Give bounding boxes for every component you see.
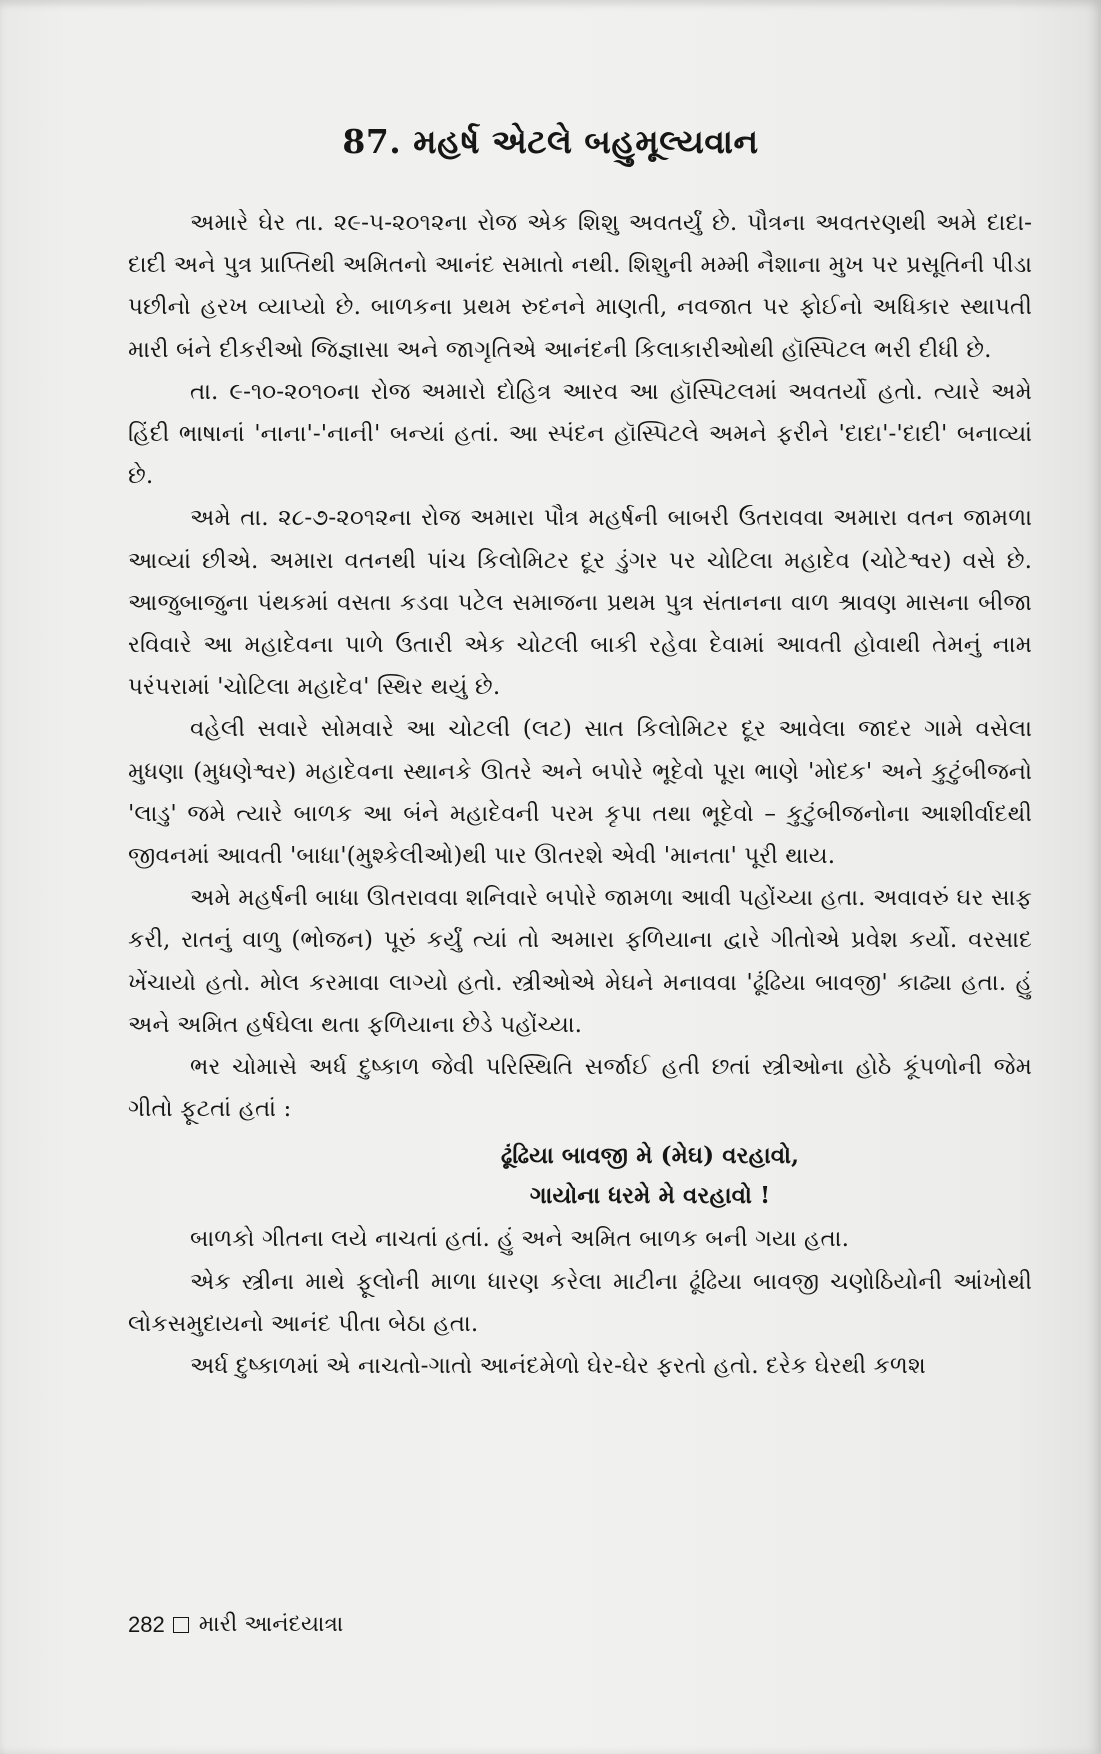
paragraph: બાળકો ગીતના લયે નાચતાં હતાં. હું અને અમિત બાળક બની ગયા હતા. [190, 1225, 849, 1253]
page-number: 282 [128, 1612, 165, 1637]
paragraph: એક સ્ત્રીના માથે ફૂલોની માળા ધારણ કરેલા માટીના ઢૂંઢિયા બાવજી ચણોઠિયોની આંખોથી લોકસમુદાયનો આનંદ પીતા બેઠા હતા. [128, 1267, 1032, 1337]
paragraph: ભર ચોમાસે અર્ધ દુષ્કાળ જેવી પરિસ્થિતિ સર્જાઈ હતી છતાં સ્ત્રીઓના હોઠે કૂંપળોની જેમ ગીતો ફૂટતાં હતાં : [128, 1053, 1032, 1123]
hollow-square-icon [173, 1617, 189, 1633]
book-title: મારી આનંદયાત્રા [198, 1612, 344, 1637]
verse-line: ગાયોના ધરમે મે વરહાવો ! [529, 1182, 771, 1210]
folk-song-verse [268, 1136, 1032, 1216]
chapter-body [128, 202, 1032, 1387]
verse-line: ઢૂંઢિયા બાવજી મે (મેઘ) વરહાવો, [500, 1142, 800, 1170]
paragraph: વહેલી સવારે સોમવારે આ ચોટલી (લટ) સાત કિલોમિટર દૂર આવેલા જાદર ગામે વસેલા મુધણા (મુધણેશ્વર) મહાદેવના સ્થાનકે ઊતરે અને બપોરે ભૂદેવો પૂરા ભાણે 'મોદક' અને કુટુંબીજનો 'લાડુ' જમે ત્યારે બાળક આ બંને મહાદેવની પરમ કૃપા તથા ભૂદેવો – કુટુંબીજનોના આશીર્વાદથી જીવનમાં આવતી 'બાધા'(મુશ્કેલીઓ)થી પાર ઊતરશે એવી 'માનતા' પૂરી થાય. [128, 715, 1032, 870]
chapter-title: 87. મહર્ષ એટલે બહુમૂલ્યવાન [342, 122, 759, 161]
paragraph: તા. ૯-૧૦-૨૦૧૦ના રોજ અમારો દોહિત્ર આરવ આ હૉસ્પિટલમાં અવતર્યો હતો. ત્યારે અમે હિંદી ભાષાનાં 'નાના'-'નાની' બન્યાં હતાં. આ સ્પંદન હૉસ્પિટલે અમને ફરીને 'દાદા'-'દાદી' બનાવ્યાં છે. [128, 377, 1032, 490]
page-footer [128, 1610, 343, 1640]
paragraph: અમારે ઘેર તા. ૨૯-૫-૨૦૧૨ના રોજ એક શિશુ અવતર્યું છે. પૌત્રના અવતરણથી અમે દાદા-દાદી અને પુત્ર પ્રાપ્તિથી અમિતનો આનંદ સમાતો નથી. શિશુની મમ્મી નૈશાના મુખ પર પ્રસૂતિની પીડા પછીનો હરખ વ્યાપ્યો છે. બાળકના પ્રથમ રુદનને માણતી, નવજાત પર ફોઈનો અધિકાર સ્થાપતી મારી બંને દીકરીઓ જિજ્ઞાસા અને જાગૃતિએ આનંદની કિલાકારીઓથી હૉસ્પિટલ ભરી દીધી છે. [128, 209, 1032, 363]
paragraph: અમે મહર્ષની બાધા ઊતરાવવા શનિવારે બપોરે જામળા આવી પહોંચ્યા હતા. અવાવરું ઘર સાફ કરી, રાતનું વાળુ (ભોજન) પૂરું કર્યું ત્યાં તો અમારા ફળિયાના દ્વારે ગીતોએ પ્રવેશ કર્યો. વરસાદ ખેંચાયો હતો. મોલ કરમાવા લાગ્યો હતો. સ્ત્રીઓએ મેઘને મનાવવા 'ઢૂંઢિયા બાવજી' કાઢ્યા હતા. હું અને અમિત હર્ષઘેલા થતા ફળિયાના છેડે પહોંચ્યા. [128, 884, 1032, 1038]
paragraph: અર્ધ દુષ્કાળમાં એ નાચતો-ગાતો આનંદમેળો ઘેર-ઘેર ફરતો હતો. દરેક ઘેરથી કળશ [190, 1352, 926, 1380]
paragraph: અમે તા. ૨૮-૭-૨૦૧૨ના રોજ અમારા પૌત્ર મહર્ષની બાબરી ઉતરાવવા અમારા વતન જામળા આવ્યાં છીએ. અમારા વતનથી પાંચ કિલોમિટર દૂર ડુંગર પર ચોટિલા મહાદેવ (ચોટેશ્વર) વસે છે. આજુબાજુના પંથકમાં વસતા કડવા પટેલ સમાજના પ્રથમ પુત્ર સંતાનના વાળ શ્રાવણ માસના બીજા રવિવારે આ મહાદેવના પાળે ઉતારી એક ચોટલી બાકી રહેવા દેવામાં આવતી હોવાથી તેમનું નામ પરંપરામાં 'ચોટિલા મહાદેવ' સ્થિર થયું છે. [128, 504, 1032, 701]
